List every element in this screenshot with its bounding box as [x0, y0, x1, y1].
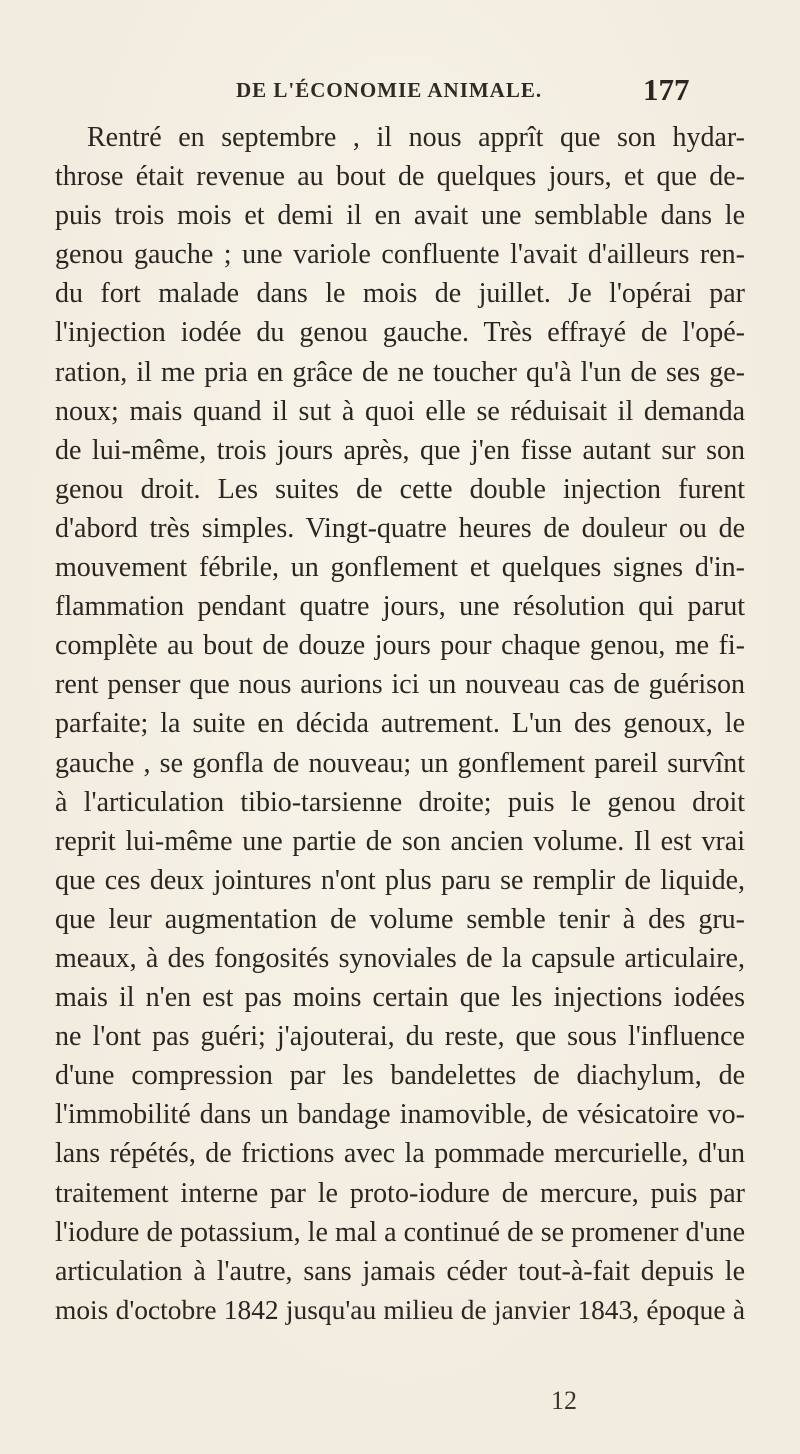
page-number: 177 [643, 72, 690, 107]
text-line: parfaite; la suite en décida autrement. L'un des genoux, le [55, 708, 745, 740]
text-line: mois d'octobre 1842 jusqu'au milieu de janvier 1843, époque à [55, 1294, 745, 1325]
body-text [55, 118, 745, 1330]
text-line: genou droit. Les suites de cette double injection furent [55, 473, 745, 505]
text-line: de lui-même, trois jours après, que j'en fisse autant sur son [55, 434, 745, 466]
text-line: l'immobilité dans un bandage inamovible, de vésicatoire vo- [55, 1099, 745, 1131]
text-line: l'injection iodée du genou gauche. Très effrayé de l'opé- [55, 317, 745, 349]
text-line: ration, il me pria en grâce de ne toucher qu'à l'un de ses ge- [55, 356, 745, 388]
page-header [0, 72, 800, 112]
running-head: DE L'ÉCONOMIE ANIMALE. [236, 78, 543, 102]
text-line: complète au bout de douze jours pour chaque genou, me fi- [55, 630, 745, 662]
text-line: rent penser que nous aurions ici un nouveau cas de guérison [55, 669, 745, 701]
text-line: noux; mais quand il sut à quoi elle se réduisait il demanda [55, 395, 745, 427]
text-line: d'une compression par les bandelettes de diachylum, de [55, 1060, 745, 1092]
text-line: puis trois mois et demi il en avait une semblable dans le [55, 200, 745, 232]
text-line: mais il n'en est pas moins certain que les injections iodées [55, 982, 745, 1014]
text-line: gauche , se gonfla de nouveau; un gonflement pareil survînt [55, 747, 745, 779]
text-line: l'iodure de potassium, le mal a continué de se promener d'une [55, 1216, 745, 1248]
text-line: flammation pendant quatre jours, une résolution qui parut [55, 591, 745, 623]
text-line: du fort malade dans le mois de juillet. Je l'opérai par [55, 278, 745, 310]
text-line: d'abord très simples. Vingt-quatre heures de douleur ou de [55, 512, 745, 544]
text-line: throse était revenue au bout de quelques jours, et que de- [55, 161, 745, 193]
text-line: lans répétés, de frictions avec la pommade mercurielle, d'un [55, 1138, 745, 1170]
text-line: genou gauche ; une variole confluente l'avait d'ailleurs ren- [55, 239, 745, 271]
text-line: ne l'ont pas guéri; j'ajouterai, du reste, que sous l'influence [55, 1021, 745, 1053]
text-line: que ces deux jointures n'ont plus paru se remplir de liquide, [55, 864, 745, 896]
signature-mark: 12 [551, 1386, 577, 1415]
text-line: Rentré en septembre , il nous apprît que son hydar- [87, 122, 745, 153]
text-line: articulation à l'autre, sans jamais céder tout-à-fait depuis le [55, 1255, 745, 1287]
text-line: meaux, à des fongosités synoviales de la capsule articulaire, [55, 942, 745, 974]
text-line: que leur augmentation de volume semble tenir à des gru- [55, 903, 745, 935]
text-line: à l'articulation tibio-tarsienne droite; puis le genou droit [55, 786, 745, 818]
text-line: reprit lui-même une partie de son ancien volume. Il est vrai [55, 825, 745, 857]
text-line: traitement interne par le proto-iodure de mercure, puis par [55, 1177, 745, 1209]
text-line: mouvement fébrile, un gonflement et quelques signes d'in- [55, 552, 745, 584]
